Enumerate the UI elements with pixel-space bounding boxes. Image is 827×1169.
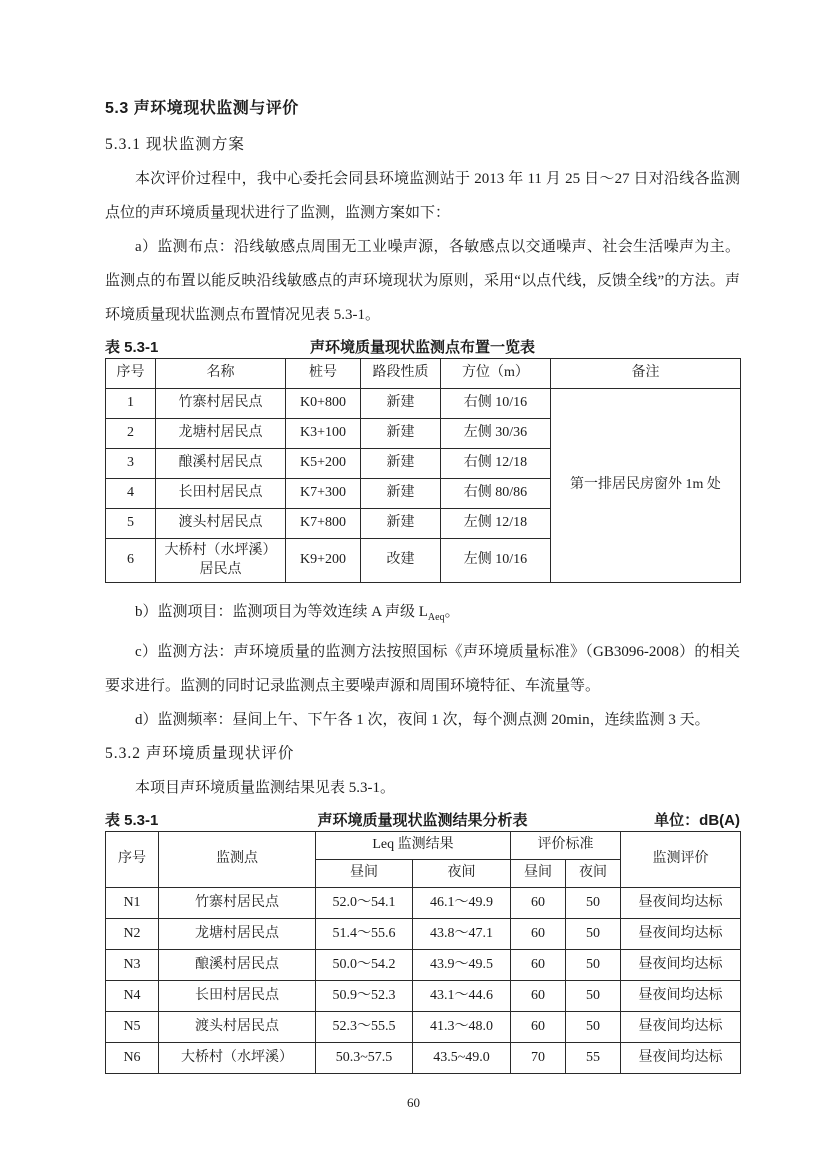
cell-point: 竹寨村居民点	[159, 888, 316, 919]
table-row	[106, 950, 741, 981]
cell-no: N3	[106, 950, 159, 981]
table1-header-remark: 备注	[551, 359, 741, 389]
cell-eval: 昼夜间均达标	[621, 919, 741, 950]
cell-name: 龙塘村居民点	[156, 419, 286, 449]
table-row	[106, 1043, 741, 1074]
cell-leq-day: 52.3～55.5	[316, 1012, 413, 1043]
section-5-3-heading: 5.3 声环境现状监测与评价	[105, 100, 299, 117]
cell-eval: 昼夜间均达标	[621, 1012, 741, 1043]
table2-header-std-day: 昼间	[511, 860, 566, 888]
table2-header-leq-group: Leq 监测结果	[316, 832, 511, 860]
cell-leq-day: 50.9～52.3	[316, 981, 413, 1012]
cell-remark: 第一排居民房窗外 1m 处	[551, 389, 741, 583]
table-row	[106, 389, 741, 419]
paragraph-results-intro: 本项目声环境质量监测结果见表 5.3-1。	[135, 780, 395, 796]
cell-eval: 昼夜间均达标	[621, 888, 741, 919]
cell-no: 2	[106, 419, 156, 449]
cell-leq-day: 52.0～54.1	[316, 888, 413, 919]
cell-stake: K3+100	[286, 419, 361, 449]
table-row	[106, 981, 741, 1012]
cell-nature: 新建	[361, 479, 441, 509]
section-5-3-2-heading: 5.3.2 声环境质量现状评价	[105, 745, 295, 762]
cell-position: 左侧 10/16	[441, 539, 551, 583]
cell-stake: K7+300	[286, 479, 361, 509]
cell-eval: 昼夜间均达标	[621, 950, 741, 981]
cell-position: 右侧 10/16	[441, 389, 551, 419]
cell-no: 6	[106, 539, 156, 583]
paragraph-item-d: d）监测频率：昼间上午、下午各 1 次，夜间 1 次，每个测点测 20min，连续监测 3 天。	[135, 712, 710, 728]
table2-header-leq-night: 夜间	[413, 860, 511, 888]
cell-stake: K0+800	[286, 389, 361, 419]
item-b-period: 。	[444, 604, 460, 620]
table2-caption-label: 表 5.3-1	[105, 811, 159, 829]
table-row	[106, 919, 741, 950]
cell-position: 左侧 30/36	[441, 419, 551, 449]
cell-no: 5	[106, 509, 156, 539]
table2-header-leq-day: 昼间	[316, 860, 413, 888]
table2-header-std-group: 评价标准	[511, 832, 621, 860]
monitoring-results-table	[105, 831, 741, 1074]
cell-point: 酿溪村居民点	[159, 950, 316, 981]
cell-leq-night: 43.1～44.6	[413, 981, 511, 1012]
cell-no: N4	[106, 981, 159, 1012]
cell-leq-night: 43.8～47.1	[413, 919, 511, 950]
cell-std-day: 60	[511, 888, 566, 919]
table1-header-no: 序号	[106, 359, 156, 389]
table2-header-row-1	[106, 832, 741, 860]
cell-stake: K7+800	[286, 509, 361, 539]
cell-std-day: 70	[511, 1043, 566, 1074]
cell-name: 酿溪村居民点	[156, 449, 286, 479]
cell-position: 右侧 80/86	[441, 479, 551, 509]
table1-caption-label: 表 5.3-1	[105, 338, 159, 356]
cell-point: 龙塘村居民点	[159, 919, 316, 950]
item-b-text: b）监测项目：监测项目为等效连续 A 声级 L	[135, 604, 428, 620]
table1-header-name: 名称	[156, 359, 286, 389]
cell-stake: K5+200	[286, 449, 361, 479]
cell-no: 3	[106, 449, 156, 479]
cell-no: N6	[106, 1043, 159, 1074]
table2-caption-title: 声环境质量现状监测结果分析表	[317, 811, 528, 829]
cell-nature: 新建	[361, 389, 441, 419]
paragraph-item-a: a）监测布点：沿线敏感点周围无工业噪声源，各敏感点以交通噪声、社会生活噪声为主。监测点的布置以能反映沿线敏感点的声环境现状为原则，采用“以点代线，反馈全线”的方法。声环境质量现状监测点布置情况见表 5.3-1。	[105, 239, 740, 323]
cell-leq-night: 43.9～49.5	[413, 950, 511, 981]
table2-header-point: 监测点	[159, 832, 316, 888]
paragraph-item-c: c）监测方法：声环境质量的监测方法按照国标《声环境质量标准》（GB3096-2008）的相关要求进行。监测的同时记录监测点主要噪声源和周围环境特征、车流量等。	[105, 644, 740, 694]
cell-nature: 改建	[361, 539, 441, 583]
cell-leq-day: 50.0～54.2	[316, 950, 413, 981]
cell-std-night: 55	[566, 1043, 621, 1074]
table-row	[106, 888, 741, 919]
cell-std-night: 50	[566, 981, 621, 1012]
table1-header-stake: 桩号	[286, 359, 361, 389]
cell-name: 大桥村（水坪溪）居民点	[156, 539, 286, 583]
cell-nature: 新建	[361, 509, 441, 539]
section-5-3-1-heading: 5.3.1 现状监测方案	[105, 136, 245, 153]
table1-header-row	[106, 359, 741, 389]
cell-leq-day: 50.3~57.5	[316, 1043, 413, 1074]
table2-caption-unit: 单位：dB(A)	[654, 811, 740, 829]
paragraph-item-b	[105, 595, 740, 635]
cell-std-day: 60	[511, 1012, 566, 1043]
cell-no: N5	[106, 1012, 159, 1043]
cell-std-night: 50	[566, 1012, 621, 1043]
table2-header-std-night: 夜间	[566, 860, 621, 888]
paragraph-intro: 本次评价过程中，我中心委托会同县环境监测站于 2013 年 11 月 25 日～27 日对沿线各监测点位的声环境质量现状进行了监测，监测方案如下：	[105, 171, 740, 221]
table-row	[106, 1012, 741, 1043]
cell-no: 4	[106, 479, 156, 509]
cell-eval: 昼夜间均达标	[621, 1043, 741, 1074]
cell-nature: 新建	[361, 449, 441, 479]
cell-name: 渡头村居民点	[156, 509, 286, 539]
table1-header-position: 方位（m）	[441, 359, 551, 389]
monitoring-points-table	[105, 358, 741, 583]
cell-name: 长田村居民点	[156, 479, 286, 509]
cell-position: 右侧 12/18	[441, 449, 551, 479]
cell-std-day: 60	[511, 919, 566, 950]
table2-caption	[105, 807, 740, 831]
cell-position: 左侧 12/18	[441, 509, 551, 539]
cell-stake: K9+200	[286, 539, 361, 583]
cell-nature: 新建	[361, 419, 441, 449]
table1-header-nature: 路段性质	[361, 359, 441, 389]
page-number: 60	[407, 1095, 420, 1110]
cell-std-night: 50	[566, 950, 621, 981]
cell-no: N1	[106, 888, 159, 919]
table2-header-eval: 监测评价	[621, 832, 741, 888]
cell-point: 渡头村居民点	[159, 1012, 316, 1043]
item-b-subscript: Aeq	[427, 612, 445, 623]
table2-header-no: 序号	[106, 832, 159, 888]
cell-std-day: 60	[511, 950, 566, 981]
cell-eval: 昼夜间均达标	[621, 981, 741, 1012]
cell-name: 竹寨村居民点	[156, 389, 286, 419]
cell-leq-night: 46.1～49.9	[413, 888, 511, 919]
cell-leq-night: 41.3～48.0	[413, 1012, 511, 1043]
cell-std-night: 50	[566, 919, 621, 950]
cell-point: 长田村居民点	[159, 981, 316, 1012]
cell-std-day: 60	[511, 981, 566, 1012]
cell-no: N2	[106, 919, 159, 950]
cell-leq-night: 43.5~49.0	[413, 1043, 511, 1074]
cell-no: 1	[106, 389, 156, 419]
table1-caption	[105, 334, 740, 358]
cell-leq-day: 51.4～55.6	[316, 919, 413, 950]
cell-std-night: 50	[566, 888, 621, 919]
cell-point: 大桥村（水坪溪）	[159, 1043, 316, 1074]
table1-caption-title: 声环境质量现状监测点布置一览表	[309, 338, 535, 356]
